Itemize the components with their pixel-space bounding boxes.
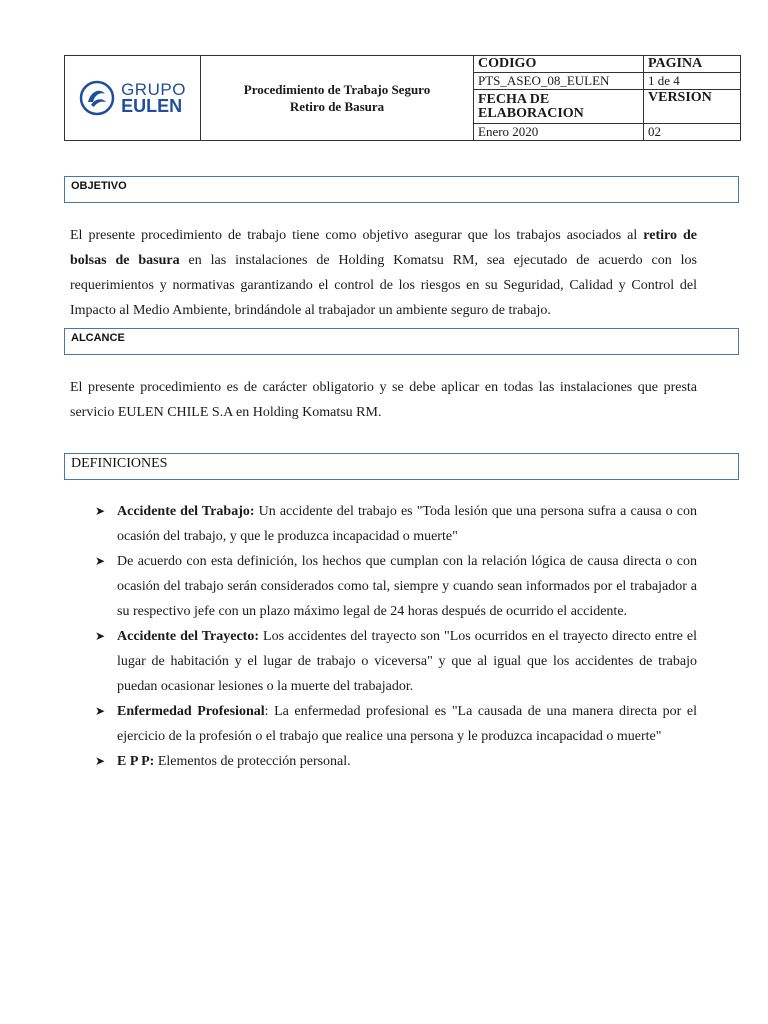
document-title <box>201 56 474 141</box>
definition-item: ➤ Enfermedad Profesional: La enfermedad profesional es "La causada de una manera directa por el ejercicio de la profesión o el trabajo que realice una persona y le produzca incapacidad o muerte" <box>95 699 697 749</box>
title-line1: Procedimiento de Trabajo Seguro <box>243 82 431 97</box>
logo-line2: EULEN <box>121 96 183 116</box>
arrow-bullet-icon: ➤ <box>95 754 106 768</box>
eulen-emblem-icon <box>79 80 115 116</box>
alcance-paragraph: El presente procedimiento es de carácter obligatorio y se debe aplicar en todas las instalaciones que presta servicio EULEN CHILE S.A en Holding Komatsu RM. <box>70 380 697 420</box>
definiciones-heading: DEFINICIONES <box>71 456 168 471</box>
objetivo-paragraph: El presente procedimiento de trabajo tiene como objetivo asegurar que los trabajos asociados al retiro de bolsas de basura en las instalaciones de Holding Komatsu RM, sea ejecutado de acuerdo con los requerimientos y normativas garantizando el control de los riesgos en su Seguridad, Calidad y Control del Impacto al Medio Ambiente, brindándole al trabajador un ambiente seguro de trabajo. <box>70 228 698 318</box>
arrow-bullet-icon: ➤ <box>95 554 106 568</box>
definition-item: ➤ Accidente del Trabajo: Un accidente del trabajo es "Toda lesión que una persona sufra a causa o con ocasión del trabajo, y que le produzca incapacidad o muerte" <box>95 499 697 549</box>
objetivo-bold-phrase: retiro de bolsas de basura <box>70 228 698 268</box>
document-header-table <box>64 55 741 141</box>
grupo-eulen-logo <box>65 80 200 116</box>
arrow-bullet-icon: ➤ <box>95 704 106 718</box>
alcance-heading: ALCANCE <box>71 332 125 344</box>
definition-item: ➤ De acuerdo con esta definición, los hechos que cumplan con la relación lógica de causa directa o con ocasión del trabajo serán considerados como tal, siempre y cuando sean informados por el trabajador a su respectivo jefe con un plazo máximo legal de 24 horas después de ocurrido el accidente. <box>95 549 697 624</box>
logo-cell <box>65 56 201 141</box>
fecha-value: Enero 2020 <box>474 124 644 141</box>
codigo-value: PTS_ASEO_08_EULEN <box>474 73 644 90</box>
pagina-value: 1 de 4 <box>644 73 741 90</box>
pagina-label: PAGINA <box>644 56 741 73</box>
definition-item: ➤ Accidente del Trayecto: Los accidentes del trayecto son "Los ocurridos en el trayecto directo entre el lugar de habitación y el lugar de trabajo o viceversa" y que al igual que los accidentes de trabajo puedan ocasionar lesiones o la muerte del trabajador. <box>95 624 697 699</box>
objetivo-heading-box <box>64 176 739 203</box>
definition-item: ➤ E P P: Elementos de protección personal. <box>95 749 697 774</box>
title-line2: Retiro de Basura <box>289 99 385 114</box>
codigo-label: CODIGO <box>474 56 644 73</box>
definiciones-heading-box <box>64 453 739 480</box>
version-label: VERSION <box>644 90 741 124</box>
arrow-bullet-icon: ➤ <box>95 504 106 518</box>
definitions-list <box>95 499 697 774</box>
version-value: 02 <box>644 124 741 141</box>
objetivo-heading: OBJETIVO <box>71 180 127 192</box>
fecha-label: FECHA DE ELABORACION <box>474 90 644 124</box>
arrow-bullet-icon: ➤ <box>95 629 106 643</box>
logo-line1: GRUPO <box>121 80 186 99</box>
alcance-heading-box <box>64 328 739 355</box>
